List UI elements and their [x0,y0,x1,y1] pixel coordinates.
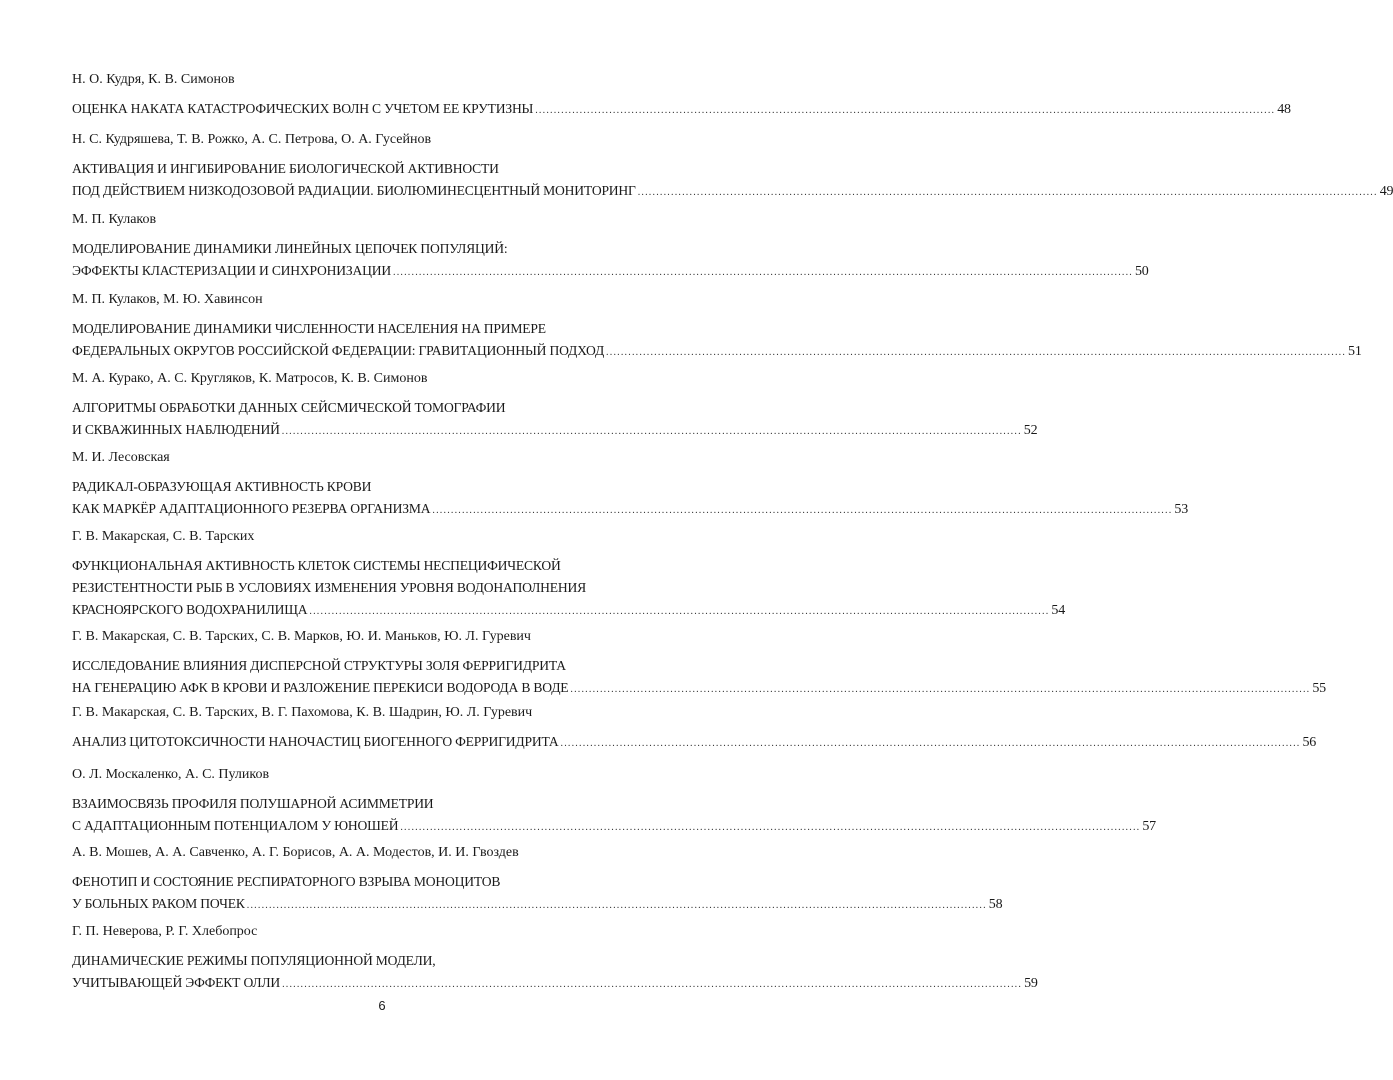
entry-title [72,555,1065,621]
entry-title [72,655,1326,699]
dot-leader: ........................................................................................................................................................................................................ [432,505,1173,516]
entry-authors: А. В. Мошев, А. А. Савченко, А. Г. Борисов, А. А. Модестов, И. И. Гвоздев [72,845,519,860]
title-text: И СКВАЖИННЫХ НАБЛЮДЕНИЙ [72,422,280,437]
entry-page-number: 52 [1023,423,1038,438]
entry-page-number: 50 [1135,264,1149,279]
toc-entry [72,704,1317,753]
title-text: ПОД ДЕЙСТВИЕМ НИЗКОДОЗОВОЙ РАДИАЦИИ. БИОЛЮМИНЕСЦЕНТНЫЙ МОНИТОРИНГ [72,183,636,198]
title-line [72,871,691,893]
entry-title [72,871,1003,915]
dot-leader: ........................................................................................................................................................................................................ [637,187,1378,198]
entry-page-number: 57 [1142,819,1156,834]
entry-page-number: 53 [1174,502,1189,517]
title-text: РАДИКАЛ-ОБРАЗУЮЩАЯ АКТИВНОСТЬ КРОВИ [72,479,372,494]
entry-title [72,98,1291,120]
title-line [72,498,1189,520]
dot-leader: ........................................................................................................................................................................................................ [281,426,1022,437]
entry-page-number: 56 [1302,735,1317,750]
toc-entry [72,844,1003,915]
title-text: ЭФФЕКТЫ КЛАСТЕРИЗАЦИИ И СИНХРОНИЗАЦИИ [72,263,391,278]
title-line [72,815,1156,837]
entry-authors: М. П. Кулаков [72,212,157,227]
dot-leader: ........................................................................................................................................................................................................ [393,267,1133,278]
entry-authors: Г. В. Макарская, С. В. Тарских, В. Г. Пахомова, К. В. Шадрин, Ю. Л. Гуревич [72,705,533,720]
entry-page-number: 59 [1024,976,1038,991]
title-line [72,340,1362,362]
title-text: ФУНКЦИОНАЛЬНАЯ АКТИВНОСТЬ КЛЕТОК СИСТЕМЫ НЕСПЕЦИФИЧЕСКОЙ [72,558,561,573]
entry-title [72,950,1038,994]
entry-authors: Г. П. Неверова, Р. Г. Хлебопрос [72,924,258,939]
title-text: НА ГЕНЕРАЦИЮ АФК В КРОВИ И РАЗЛОЖЕНИЕ ПЕРЕКИСИ ВОДОРОДА В ВОДЕ [72,680,569,695]
title-line [72,677,1326,699]
entry-title [72,158,1393,202]
entry-authors: М. П. Кулаков, М. Ю. Хавинсон [72,292,263,307]
dot-leader: ........................................................................................................................................................................................................ [560,738,1301,749]
title-line [72,397,691,419]
title-line [72,655,691,677]
title-text: МОДЕЛИРОВАНИЕ ДИНАМИКИ ЛИНЕЙНЫХ ЦЕПОЧЕК ПОПУЛЯЦИЙ: [72,241,508,256]
title-line [72,731,1317,753]
title-text: КРАСНОЯРСКОГО ВОДОХРАНИЛИЩА [72,602,308,617]
title-line [72,893,1003,915]
title-text: РЕЗИСТЕНТНОСТИ РЫБ В УСЛОВИЯХ ИЗМЕНЕНИЯ УРОВНЯ ВОДОНАПОЛНЕНИЯ [72,580,586,595]
toc-entry [72,211,1149,282]
title-text: У БОЛЬНЫХ РАКОМ ПОЧЕК [72,896,245,911]
entry-title [72,397,1038,441]
entry-page-number: 51 [1348,344,1362,359]
toc-entry [72,71,1291,120]
title-text: ФЕДЕРАЛЬНЫХ ОКРУГОВ РОССИЙСКОЙ ФЕДЕРАЦИИ: ГРАВИТАЦИОННЫЙ ПОДХОД [72,343,605,358]
title-text: ОЦЕНКА НАКАТА КАТАСТРОФИЧЕСКИХ ВОЛН С УЧЕТОМ ЕЕ КРУТИЗНЫ [72,101,534,116]
entry-page-number: 48 [1277,102,1291,117]
toc-entry [72,131,1393,202]
entry-title [72,731,1317,753]
entry-title [72,476,1189,520]
title-line [72,476,691,498]
entry-page-number: 54 [1051,603,1065,618]
title-text: КАК МАРКЁР АДАПТАЦИОННОГО РЕЗЕРВА ОРГАНИЗМА [72,501,431,516]
title-line [72,950,691,972]
title-line [72,158,691,180]
toc-entry [72,923,1038,994]
entry-title [72,318,1362,362]
entry-authors: Н. С. Кудряшева, Т. В. Рожко, А. С. Петрова, О. А. Гусейнов [72,132,432,147]
title-line [72,318,691,340]
entry-authors: М. И. Лесовская [72,450,170,465]
title-text: АКТИВАЦИЯ И ИНГИБИРОВАНИЕ БИОЛОГИЧЕСКОЙ АКТИВНОСТИ [72,161,499,176]
title-text: ДИНАМИЧЕСКИЕ РЕЖИМЫ ПОПУЛЯЦИОННОЙ МОДЕЛИ, [72,953,436,968]
toc-entry [72,370,1038,441]
entry-page-number: 58 [988,897,1003,912]
toc-entry [72,628,1326,699]
title-line [72,260,1149,282]
dot-leader: ........................................................................................................................................................................................................ [400,822,1141,833]
toc-entry [72,766,1156,837]
entry-authors: О. Л. Москаленко, А. С. Пуликов [72,767,270,782]
page-number: 6 [378,998,386,1013]
title-line [72,238,691,260]
title-line [72,180,1393,202]
dot-leader: ........................................................................................................................................................................................................ [535,105,1276,116]
title-line [72,577,691,599]
dot-leader: ........................................................................................................................................................................................................ [282,979,1023,990]
title-line [72,555,691,577]
entry-authors: Н. О. Кудря, К. В. Симонов [72,72,235,87]
toc-entry [72,291,1362,362]
toc-entry [72,528,1065,621]
title-text: УЧИТЫВАЮЩЕЙ ЭФФЕКТ ОЛЛИ [72,975,281,990]
dot-leader: ........................................................................................................................................................................................................ [309,606,1050,617]
dot-leader: ........................................................................................................................................................................................................ [606,347,1347,358]
entry-authors: М. А. Курако, А. С. Кругляков, К. Матросов, К. В. Симонов [72,371,428,386]
title-line [72,98,1291,120]
entry-page-number: 49 [1379,184,1393,199]
title-line [72,793,691,815]
title-text: С АДАПТАЦИОННЫМ ПОТЕНЦИАЛОМ У ЮНОШЕЙ [72,818,399,833]
title-line [72,419,1038,441]
toc-entry [72,449,1189,520]
title-text: АНАЛИЗ ЦИТОТОКСИЧНОСТИ НАНОЧАСТИЦ БИОГЕННОГО ФЕРРИГИДРИТА [72,734,559,749]
dot-leader: ........................................................................................................................................................................................................ [246,900,987,911]
entry-authors: Г. В. Макарская, С. В. Тарских, С. В. Марков, Ю. И. Маньков, Ю. Л. Гуревич [72,629,531,644]
title-text: АЛГОРИТМЫ ОБРАБОТКИ ДАННЫХ СЕЙСМИЧЕСКОЙ ТОМОГРАФИИ [72,400,506,415]
title-line [72,599,1065,621]
title-text: ВЗАИМОСВЯЗЬ ПРОФИЛЯ ПОЛУШАРНОЙ АСИММЕТРИИ [72,796,434,811]
entry-title [72,793,1156,837]
entry-page-number: 55 [1312,681,1326,696]
entry-authors: Г. В. Макарская, С. В. Тарских [72,529,255,544]
title-text: ИССЛЕДОВАНИЕ ВЛИЯНИЯ ДИСПЕРСНОЙ СТРУКТУРЫ ЗОЛЯ ФЕРРИГИДРИТА [72,658,566,673]
title-text: ФЕНОТИП И СОСТОЯНИЕ РЕСПИРАТОРНОГО ВЗРЫВА МОНОЦИТОВ [72,874,501,889]
dot-leader: ........................................................................................................................................................................................................ [570,684,1311,695]
title-line [72,972,1038,994]
entry-title [72,238,1149,282]
title-text: МОДЕЛИРОВАНИЕ ДИНАМИКИ ЧИСЛЕННОСТИ НАСЕЛЕНИЯ НА ПРИМЕРЕ [72,321,546,336]
